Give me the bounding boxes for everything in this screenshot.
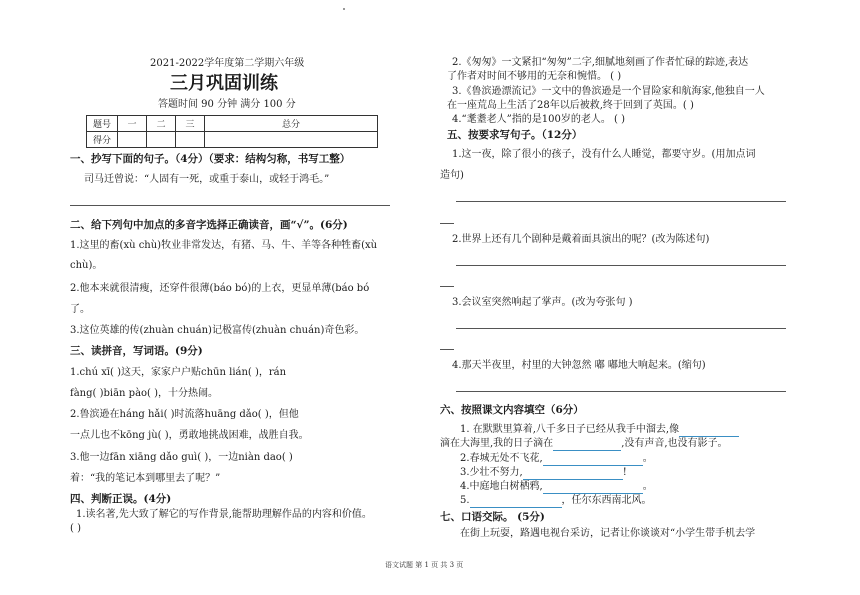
section-7-title: 七、口语交际。 (5分) bbox=[440, 511, 545, 523]
blank-4[interactable] bbox=[523, 467, 623, 480]
score-cell[interactable] bbox=[118, 132, 147, 148]
section-5-q2: 2.世界上还有几个剧种是戴着面具演出的呢？(改为陈述句) bbox=[452, 234, 710, 245]
blank-3[interactable] bbox=[543, 453, 643, 466]
page-footer: 语文试题 第 1 页 共 3 页 bbox=[385, 561, 464, 569]
section-6-line-1-text: 1. 在默默里算着,八千多日子已经从我手中溜去,像 bbox=[460, 424, 680, 435]
section-6-line-3-text: 2.春城无处不飞花, bbox=[460, 453, 543, 464]
section-6-line-5 bbox=[460, 480, 653, 494]
answer-line-1[interactable] bbox=[456, 201, 786, 202]
answer-line-3-tail bbox=[440, 349, 454, 350]
section-4-title: 四、判断正误。(4分) bbox=[70, 493, 172, 505]
section-6-line-6-text: 5. bbox=[460, 495, 470, 506]
section-1-title: 一、抄写下面的句子。（4分）（要求：结构匀称，书写工整） bbox=[70, 153, 351, 165]
blank-5[interactable] bbox=[543, 481, 643, 494]
section-6-line-2-text: 滴在大海里,我的日子滴在 bbox=[440, 438, 554, 449]
section-6-line-4-text: 3.少壮不努力, bbox=[460, 467, 523, 478]
score-cell[interactable] bbox=[147, 132, 176, 148]
section-6-line-2 bbox=[440, 437, 728, 451]
section-2-line-5: 3.这位英雄的传(zhuàn chuán)记极富传(zhuàn chuán)奇色彩。 bbox=[70, 325, 365, 336]
score-header-total: 总分 bbox=[205, 116, 378, 132]
score-header-label: 题号 bbox=[87, 116, 118, 132]
section-6-line-4 bbox=[460, 466, 627, 480]
score-cell-total[interactable] bbox=[205, 132, 378, 148]
section-6-title: 六、按照课文内容填空（6分） bbox=[440, 404, 584, 416]
section-4-item-3a: 3.《鲁滨逊漂流记》一文中的鲁滨逊是一个冒险家和航海家,他独自一人 bbox=[452, 86, 765, 97]
section-4-item-3b: 在一座荒岛上生活了28年以后被救,终于回到了英国。( ) bbox=[447, 100, 694, 111]
score-row-label: 得分 bbox=[87, 132, 118, 148]
answer-line-3[interactable] bbox=[456, 328, 786, 329]
section-4-item-4: 4.“耄耋老人”指的是100岁的老人。 ( ) bbox=[452, 114, 626, 125]
score-table bbox=[86, 115, 378, 148]
section-6-line-5-text: 4.中庭地白树栖鸦, bbox=[460, 481, 543, 492]
section-7-line-1: 在街上玩耍，路遇电视台采访，记者让你谈谈对“小学生带手机去学 bbox=[460, 528, 756, 539]
section-2-line-1: 1.这里的畜(xù chù)牧业非常发达，有猪、马、牛、羊等各种牲畜(xù bbox=[70, 240, 378, 251]
answer-line-4[interactable] bbox=[456, 391, 786, 392]
section-6-line-6 bbox=[460, 494, 652, 508]
section-2-line-4: 了。 bbox=[70, 304, 90, 315]
answer-line-2-tail bbox=[440, 286, 454, 287]
section-3-line-3: 2.鲁滨逊在háng hǎi( )时流落huāng dǎo( )，但他 bbox=[70, 409, 299, 420]
page-mark bbox=[343, 8, 345, 10]
section-3-line-6: 着：“我的笔记本到哪里去了呢？” bbox=[70, 473, 221, 484]
section-6-line-5-tail: 。 bbox=[642, 481, 653, 492]
section-6-line-1 bbox=[460, 423, 739, 437]
score-header-3: 三 bbox=[176, 116, 205, 132]
section-4-item-1-answer[interactable]: ( ) bbox=[70, 523, 81, 534]
school-year: 2021-2022学年度第二学期六年级 bbox=[150, 58, 305, 69]
section-6-line-4-tail: ! bbox=[622, 467, 627, 478]
score-cell[interactable] bbox=[176, 132, 205, 148]
section-3-line-1: 1.chú xī( )这天，家家户户贴chūn lián( )，rán bbox=[70, 367, 287, 378]
section-3-title: 三、读拼音，写词语。(9分) bbox=[70, 345, 203, 357]
answer-line-1-tail bbox=[440, 223, 454, 224]
section-4-item-2a: 2.《匆匆》一文紧扣“匆匆”二字,细腻地刻画了作者忙碌的踪迹,表达 bbox=[452, 57, 749, 68]
section-5-q3: 3.会议室突然响起了掌声。(改为夸张句 ) bbox=[452, 297, 633, 308]
section-4-item-1: 1.读名著,先大致了解它的写作背景,能帮助理解作品的内容和价值。 bbox=[76, 509, 372, 520]
section-5-q1a: 1.这一夜，除了很小的孩子，没有什么人睡觉，都要守岁。(用加点词 bbox=[452, 149, 756, 160]
exam-title: 三月巩固训练 bbox=[170, 73, 278, 94]
section-2-line-3: 2.他本来就很清瘦，还穿件很薄(báo bó)的上衣，更显单薄(báo bó bbox=[70, 283, 370, 294]
section-6-line-3-tail: 。 bbox=[642, 453, 653, 464]
section-3-line-2: fàng( )biān pào( )，十分热闹。 bbox=[70, 388, 219, 399]
blank-2[interactable] bbox=[553, 438, 621, 451]
score-header-1: 一 bbox=[118, 116, 147, 132]
section-2-line-2: chù)。 bbox=[70, 260, 103, 271]
section-4-item-2b: 了作者对时间不够用的无奈和惋惜。 ( ) bbox=[447, 71, 622, 82]
section-5-q1b: 造句) bbox=[440, 170, 464, 181]
section-6-line-6-tail: ，任尔东西南北风。 bbox=[561, 495, 652, 506]
answer-line-2[interactable] bbox=[456, 265, 786, 266]
section-6-line-3 bbox=[460, 452, 653, 466]
section-3-line-5: 3.他一边fān xiāng dǎo guì( )，一边niàn dao( ) bbox=[70, 452, 293, 463]
section-6-line-2-tail: ,没有声音,也没有影子。 bbox=[621, 438, 728, 449]
section-5-title: 五、按要求写句子。（12分） bbox=[447, 129, 583, 141]
blank-6[interactable] bbox=[470, 495, 562, 508]
score-header-2: 二 bbox=[147, 116, 176, 132]
time-score: 答题时间 90 分钟 满分 100 分 bbox=[158, 99, 296, 110]
section-1-text: 司马迁曾说：“人固有一死，或重于泰山，或轻于鸿毛。” bbox=[84, 174, 330, 185]
section-3-line-4: 一点儿也不kōng jù( )，勇敢地挑战困难，战胜自我。 bbox=[70, 430, 309, 441]
section-2-title: 二、给下列句中加点的多音字选择正确读音，画“√”。(6分) bbox=[70, 219, 348, 231]
copy-line[interactable] bbox=[70, 205, 390, 206]
section-5-q4: 4.那天半夜里，村里的大钟忽然 嘟 嘟地大响起来。(缩句) bbox=[452, 360, 706, 371]
blank-1[interactable] bbox=[679, 424, 739, 437]
